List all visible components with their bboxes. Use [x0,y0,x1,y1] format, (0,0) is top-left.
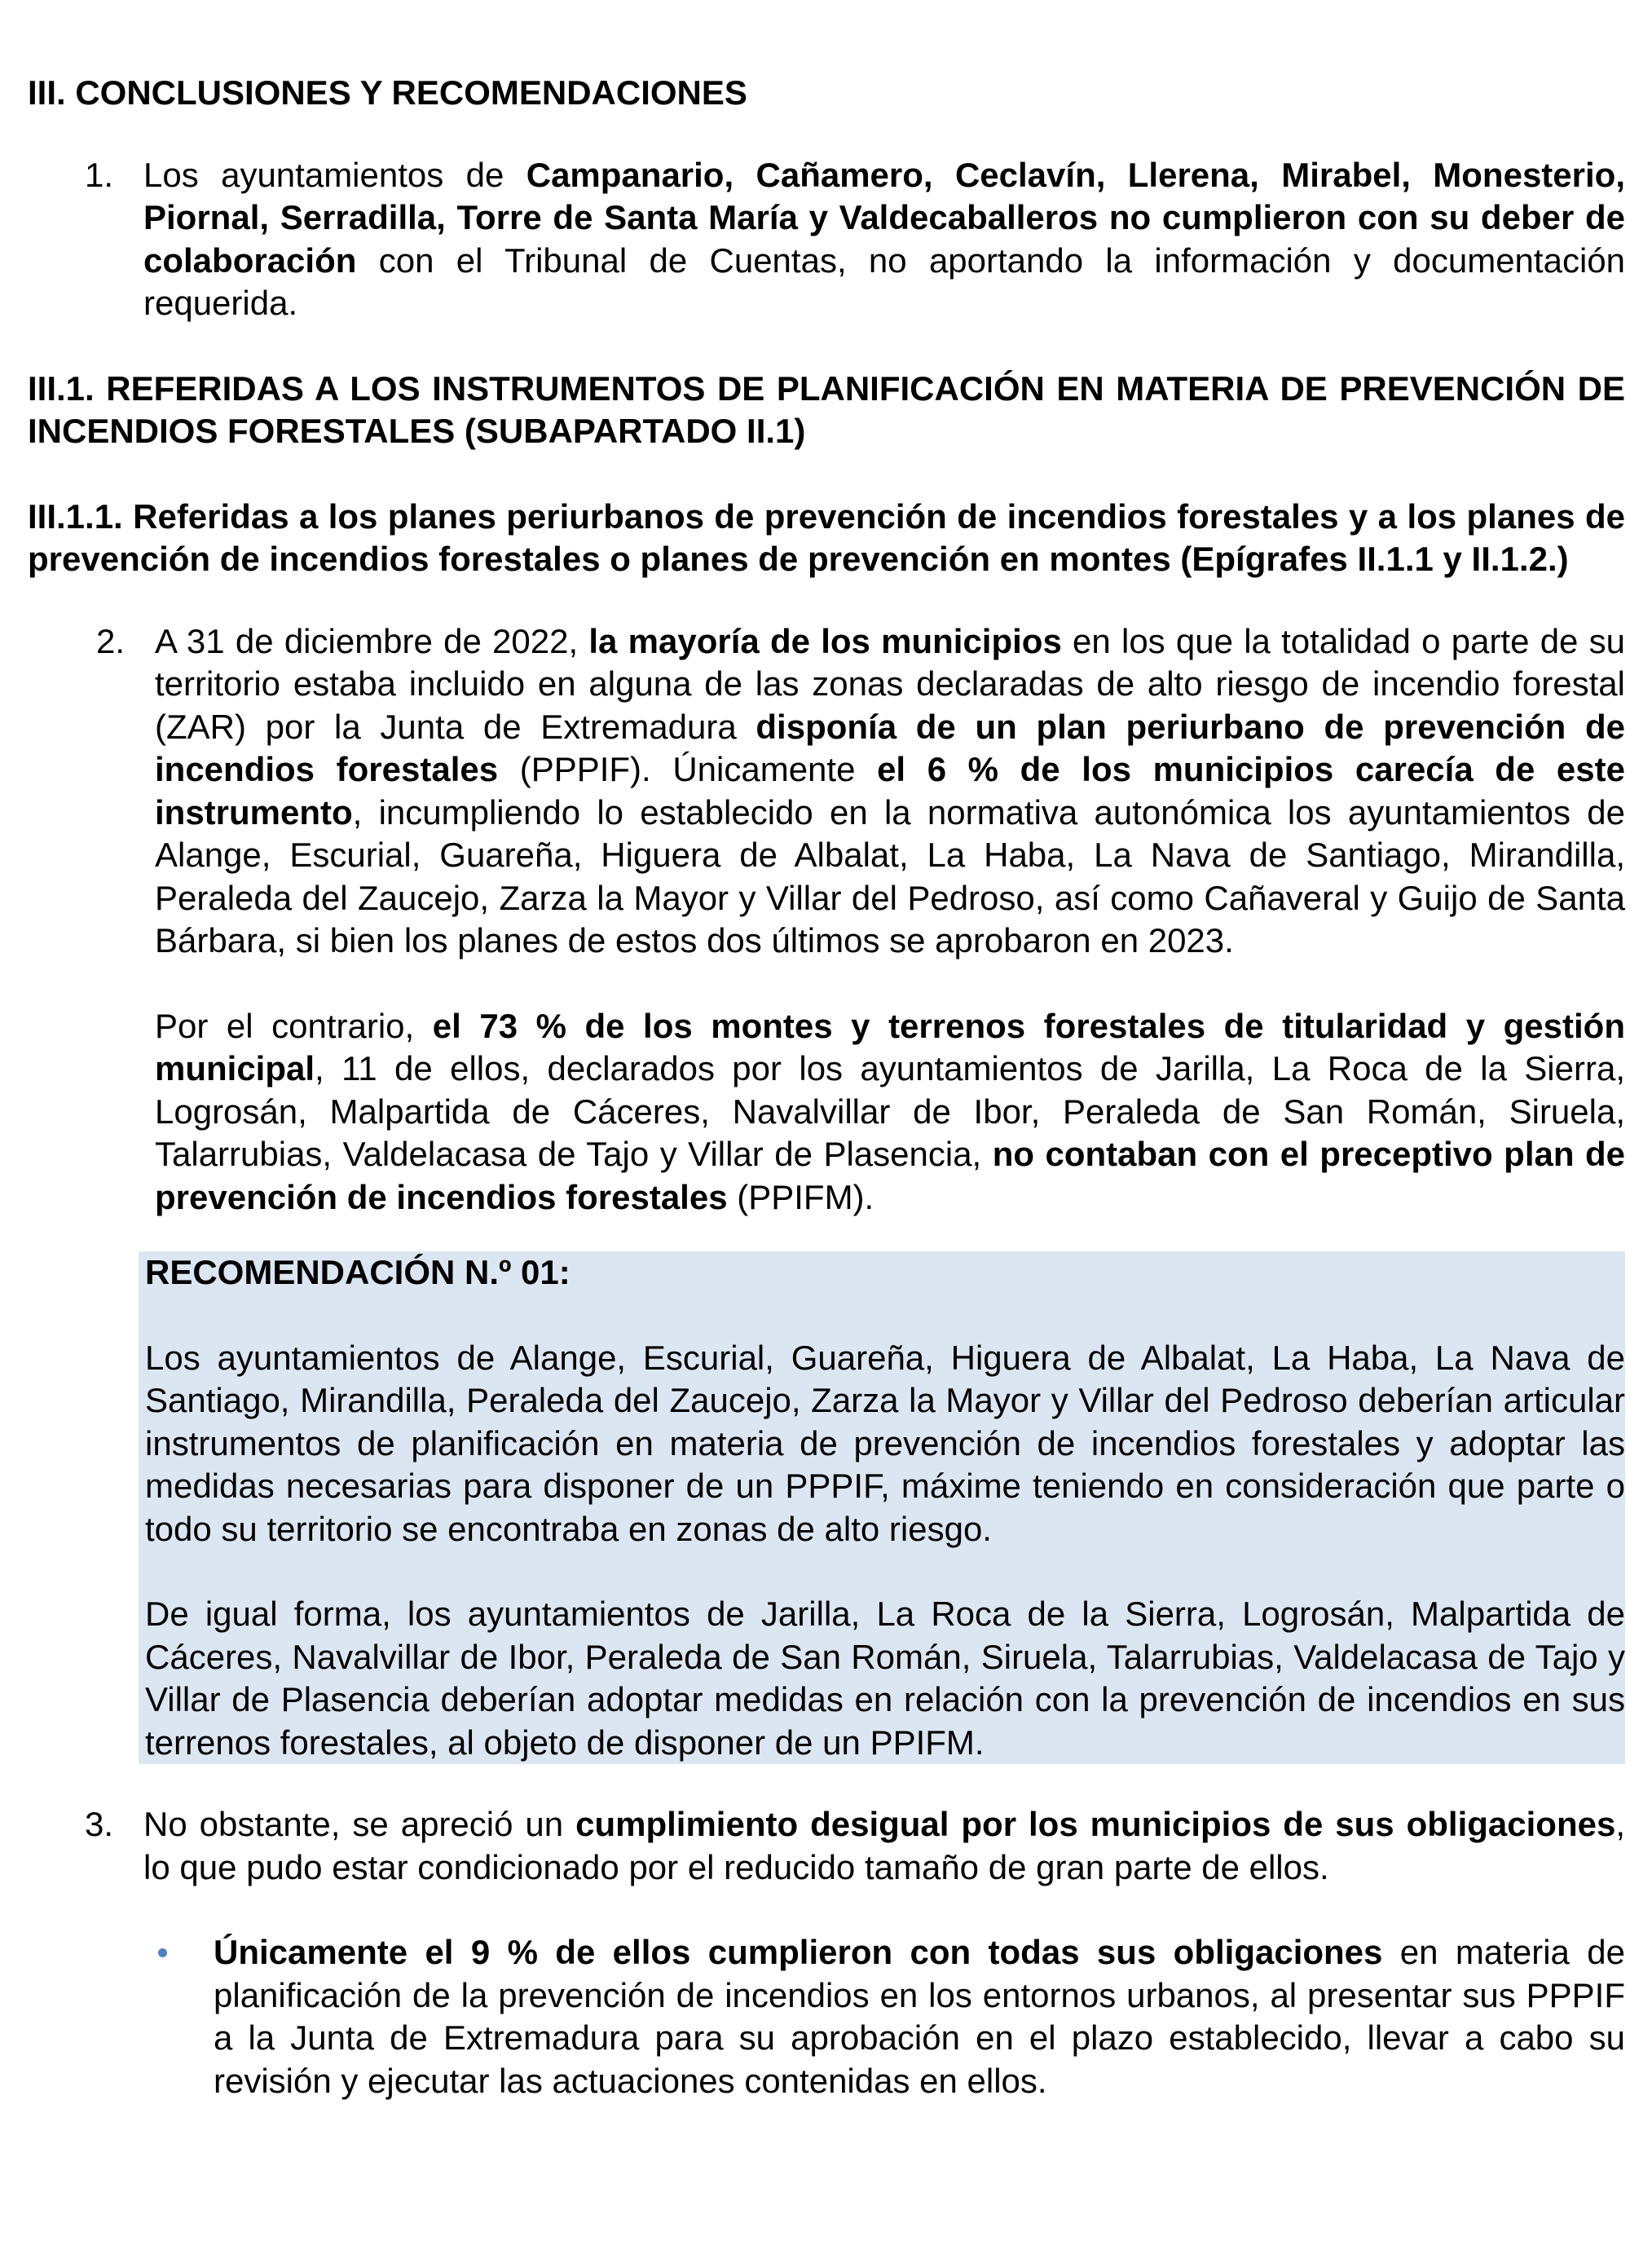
bold-run: la mayoría de los municipios [588,621,1062,660]
section-heading-conclusiones: III. CONCLUSIONES Y RECOMENDACIONES [28,73,747,112]
recommendation-paragraph-1: Los ayuntamientos de Alange, Escurial, Guareña, Higuera de Albalat, La Haba, La Nava de Santiago, Mirandilla, Peraleda del Zaucejo, Zarza la Mayor y Villar del Pedroso deberían articular instrumentos de planificación en materia de prevención de incendios forestales y adoptar las medidas necesarias para disponer de un PPPIF, máxime teniendo en consideración que parte o todo su territorio se encontraba en zonas de alto riesgo. [145,1338,1625,1548]
bold-run: el 6 % de los municipios carecía de este instrumento [155,750,1625,832]
text-run: A 31 de diciembre de 2022, [155,621,589,660]
bold-run: Campanario, Cañamero, Ceclavín, Llerena, Mirabel, Monesterio, Piornal, Serradilla, Torre de Santa María y Valdecaballeros no cumplieron con su deber de colaboración [143,155,1625,280]
item-2-paragraph-2 [155,1005,1625,1220]
text-run: con el Tribunal de Cuentas, no aportando la información y documentación requerida. [143,240,1625,322]
item-text [155,620,1625,963]
text-run: Los ayuntamientos de [143,155,526,194]
conclusion-item-1 [28,154,1625,325]
subsection-heading-iii-1: III.1. REFERIDAS A LOS INSTRUMENTOS DE PLANIFICACIÓN EN MATERIA DE PREVENCIÓN DE INCENDIOS FORESTALES (SUBAPARTADO II.1) [28,368,1625,450]
text-run: en materia de planificación de la prevención de incendios en los entornos urbanos, al presentar sus PPPIF a la Junta de Extremadura para su aprobación en el plazo establecido, llevar a cabo su revisión y ejecutar las actuaciones contenidas en ellos. [214,1933,1625,2100]
text-run: Por el contrario, [155,1006,433,1045]
conclusion-item-2 [28,620,1625,963]
subsection-heading-iii-1-1: III.1.1. Referidas a los planes periurbanos de prevención de incendios forestales y a los planes de prevención de incendios forestales o planes de prevención en montes (Epígrafes II.1.1 y II.1.2.) [28,496,1625,578]
text-run: , incumpliendo lo establecido en la normativa autonómica los ayuntamientos de Alange, Escurial, Guareña, Higuera de Albalat, La Haba, La Nava de Santiago, Mirandilla, Peraleda del Zaucejo, Zarza la Mayor y Villar del Pedroso, así como Cañaveral y Guijo de Santa Bárbara, si bien los planes de estos dos últimos se aprobaron en 2023. [155,792,1625,959]
bold-run: el 73 % de los montes y terrenos forestales de titularidad y gestión municipal [155,1006,1625,1087]
bullet-text [214,1931,1625,2102]
conclusion-item-3 [28,1803,1625,1889]
bullet-icon [158,1948,167,1957]
document-page [28,72,1625,2102]
recommendation-paragraph-2: De igual forma, los ayuntamientos de Jarilla, La Roca de la Sierra, Logrosán, Malpartida de Cáceres, Navalvillar de Ibor, Peraleda de San Román, Siruela, Talarrubias, Valdelacasa de Tajo y Villar de Plasencia deberían adoptar medidas en relación con la prevención de incendios en sus terrenos forestales, al objeto de disponer de un PPIFM. [145,1595,1625,1762]
item-text [143,154,1625,325]
item-number: 2. [96,621,126,660]
bold-run: Únicamente el 9 % de ellos cumplieron con todas sus obligaciones [214,1933,1383,1971]
item-number: 1. [85,155,114,194]
recommendation-box [139,1251,1625,1764]
item-number: 3. [85,1805,114,1843]
recommendation-title: RECOMENDACIÓN N.º 01: [145,1253,570,1291]
text-run: (PPIFM). [727,1177,874,1216]
bullet-item [28,1931,1625,2102]
bold-run: no contaban con el preceptivo plan de prevención de incendios forestales [155,1135,1625,1216]
text-run: No obstante, se apreció un [143,1805,576,1843]
item-text [143,1803,1625,1889]
text-run: , 11 de ellos, declarados por los ayuntamientos de Jarilla, La Roca de la Sierra, Logrosán, Malpartida de Cáceres, Navalvillar de Ibor, Peraleda de San Román, Siruela, Talarrubias, Valdelacasa de Tajo y Villar de Plasencia, [155,1049,1625,1173]
text-run: , lo que pudo estar condicionado por el reducido tamaño de gran parte de ellos. [143,1805,1625,1886]
bold-run: disponía de un plan periurbano de prevención de incendios forestales [155,707,1625,788]
bold-run: cumplimiento desigual por los municipios de sus obligaciones [575,1805,1616,1843]
text-run: en los que la totalidad o parte de su territorio estaba incluido en alguna de las zonas declaradas de alto riesgo de incendio forestal (ZAR) por la Junta de Extremadura [155,621,1625,746]
text-run: (PPPIF). Únicamente [498,750,878,788]
